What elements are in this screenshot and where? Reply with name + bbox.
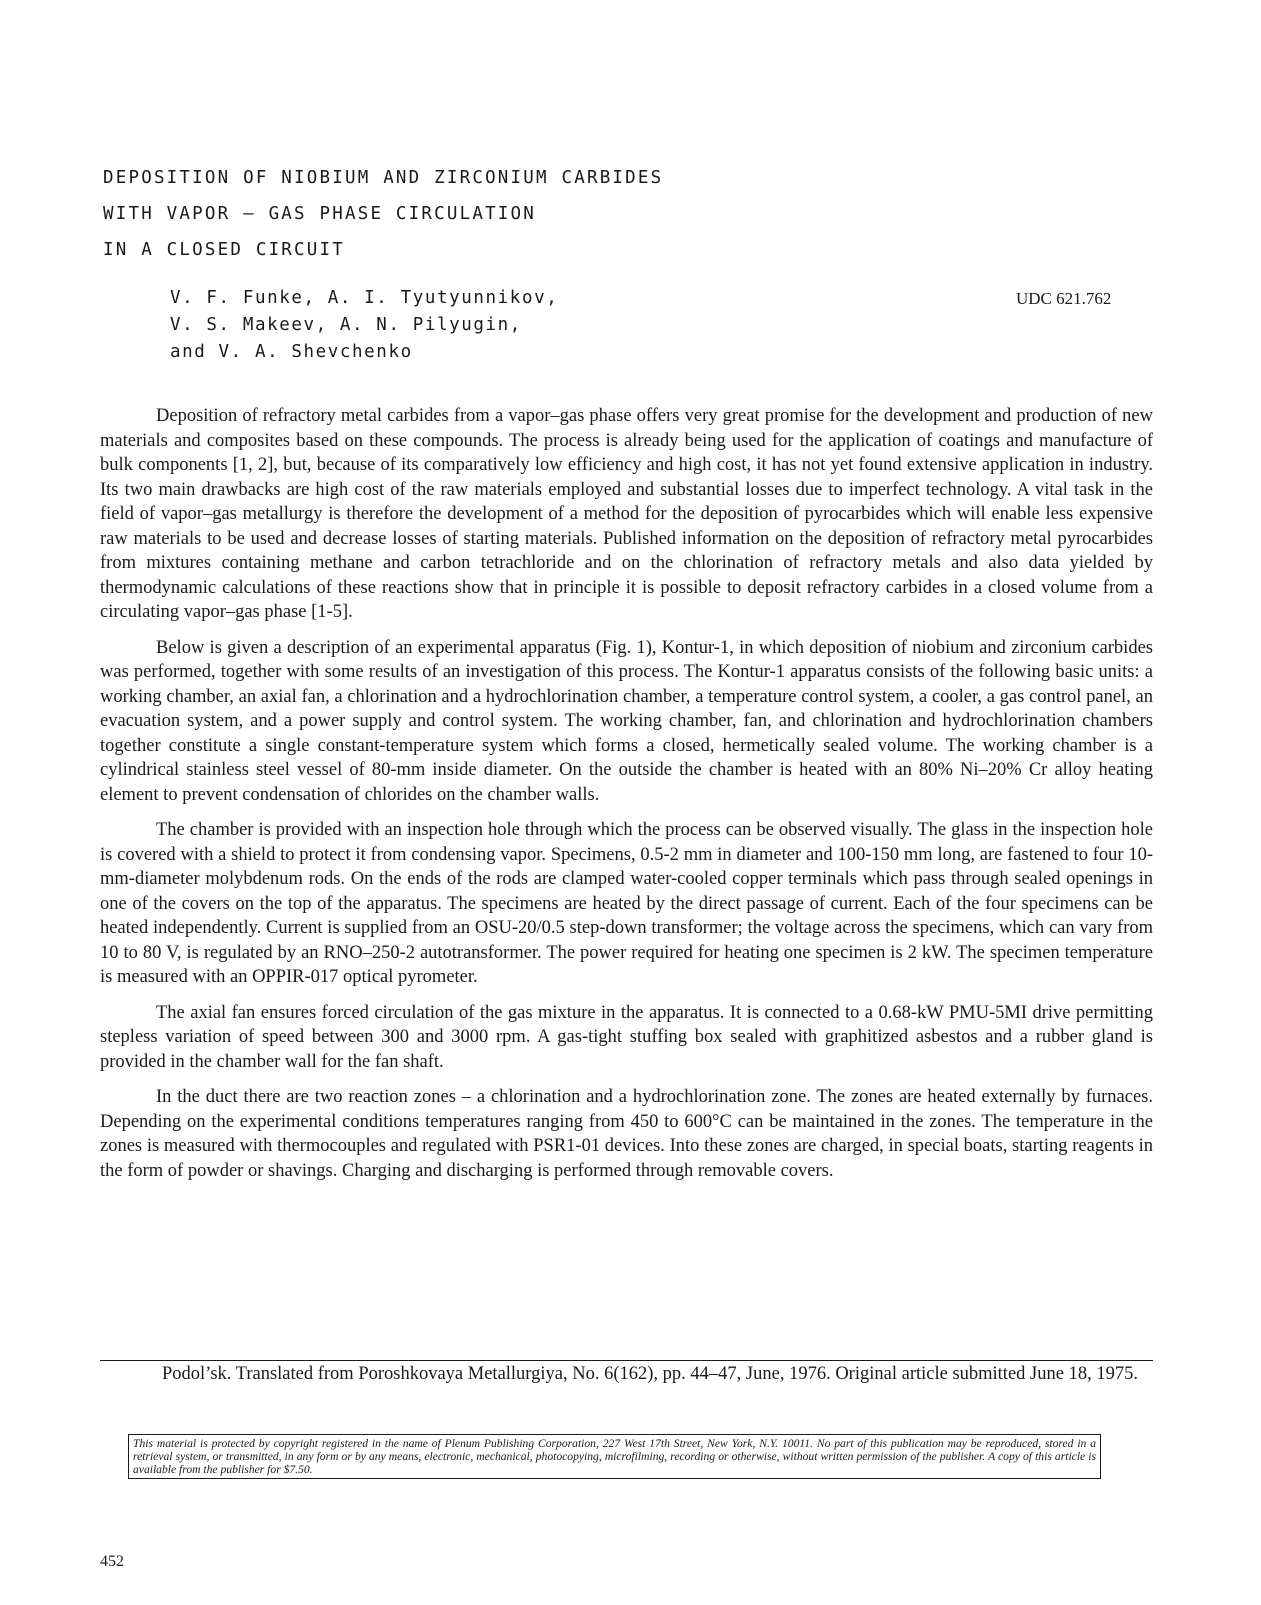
body-paragraph: The chamber is provided with an inspection hole through which the process can be observed visually. The glass in the inspection hole is covered with a shield to protect it from condensing vapor. Specimens, 0.5-2 mm in diameter and 100-150 mm long, are fastened to four 10-mm-diameter molybdenum rods. On the ends of the rods are clamped water-cooled copper terminals which pass through sealed openings in one of the covers on the top of the apparatus. The specimens are heated by the direct passage of current. Each of the four specimens can be heated independently. Current is supplied from an OSU-20/0.5 step-down transformer; the voltage across the specimens, which can vary from 10 to 80 V, is regulated by an RNO–250-2 autotransformer. The power required for heating one specimen is 2 kW. The specimen temperature is measured with an OPPIR-017 optical pyrometer. bbox=[100, 820, 1153, 987]
author-line: and V. A. Shevchenko bbox=[170, 342, 413, 362]
footnote-divider bbox=[100, 1360, 1153, 1361]
author-line: V. S. Makeev, A. N. Pilyugin, bbox=[170, 315, 522, 335]
title-line: IN A CLOSED CIRCUIT bbox=[103, 240, 345, 260]
title-line: DEPOSITION OF NIOBIUM AND ZIRCONIUM CARBIDES bbox=[103, 168, 664, 188]
title-line: WITH VAPOR – GAS PHASE CIRCULATION bbox=[103, 204, 537, 224]
udc-code: UDC 621.762 bbox=[1016, 289, 1112, 308]
body-paragraph: The axial fan ensures forced circulation of the gas mixture in the apparatus. It is connected to a 0.68-kW PMU-5MI drive permitting stepless variation of speed between 300 and 3000 rpm. A gas-tight stuffing box sealed with graphitized asbestos and a rubber gland is provided in the chamber wall for the fan shaft. bbox=[100, 1002, 1153, 1072]
page-number: 452 bbox=[100, 1553, 124, 1570]
source-footnote: Podol’sk. Translated from Poroshkovaya Metallurgiya, No. 6(162), pp. 44–47, June, 1976. Original article submitted June 18, 1975. bbox=[162, 1364, 1138, 1384]
article-title bbox=[103, 160, 903, 268]
body-paragraph: In the duct there are two reaction zones – a chlorination and a hydrochlorination zone. The zones are heated externally by furnaces. Depending on the experimental conditions temperatures ranging from 450 to 600°C can be maintained in the zones. The temperature in the zones is measured with thermocouples and regulated with PSR1-01 devices. Into these zones are charged, in special boats, starting reagents in the form of powder or shavings. Charging and discharging is performed through removable covers. bbox=[100, 1087, 1153, 1181]
body-paragraph: Below is given a description of an experimental apparatus (Fig. 1), Kontur-1, in which deposition of niobium and zirconium carbides was performed, together with some results of an investigation of this process. The Kontur-1 apparatus consists of the following basic units: a working chamber, an axial fan, a chlorination and a hydrochlorination chamber, a temperature control system, a cooler, a gas control panel, an evacuation system, and a power supply and control system. The working chamber, fan, and chlorination and hydrochlorination chambers together constitute a single constant-temperature system which forms a closed, hermetically sealed volume. The working chamber is a cylindrical stainless steel vessel of 80-mm inside diameter. On the outside the chamber is heated with an 80% Ni–20% Cr alloy heating element to prevent condensation of chlorides on the chamber walls. bbox=[100, 637, 1153, 805]
author-line: V. F. Funke, A. I. Tyutyunnikov, bbox=[170, 288, 559, 308]
author-list bbox=[170, 285, 790, 366]
copyright-notice: This material is protected by copyright registered in the name of Plenum Publishing Corporation, 227 West 17th Street, New York, N.Y. 10011. No part of this publication may be reproduced, stored in a retrieval system, or transmitted, in any form or by any means, electronic, mechanical, photocopying, microfilming, recording or otherwise, without written permission of the publisher. A copy of this article is available from the publisher for $7.50. bbox=[128, 1434, 1101, 1479]
body-paragraph: Deposition of refractory metal carbides from a vapor–gas phase offers very great promise for the development and production of new materials and composites based on these compounds. The process is already being used for the application of coatings and manufacture of bulk components [1, 2], but, because of its comparatively low efficiency and high cost, it has not yet found extensive application in industry. Its two main drawbacks are high cost of the raw materials employed and substantial losses due to imperfect technology. A vital task in the field of vapor–gas metallurgy is therefore the development of a method for the deposition of pyrocarbides which will enable less expensive raw materials to be used and decrease losses of starting materials. Published information on the deposition of refractory metal pyrocarbides from mixtures containing methane and carbon tetrachloride and on the chlorination of refractory metals and also data yielded by thermodynamic calculations of these reactions show that in principle it is possible to deposit refractory carbides in a closed volume from a circulating vapor–gas phase [1-5]. bbox=[100, 406, 1153, 622]
article-body bbox=[100, 404, 1153, 1194]
